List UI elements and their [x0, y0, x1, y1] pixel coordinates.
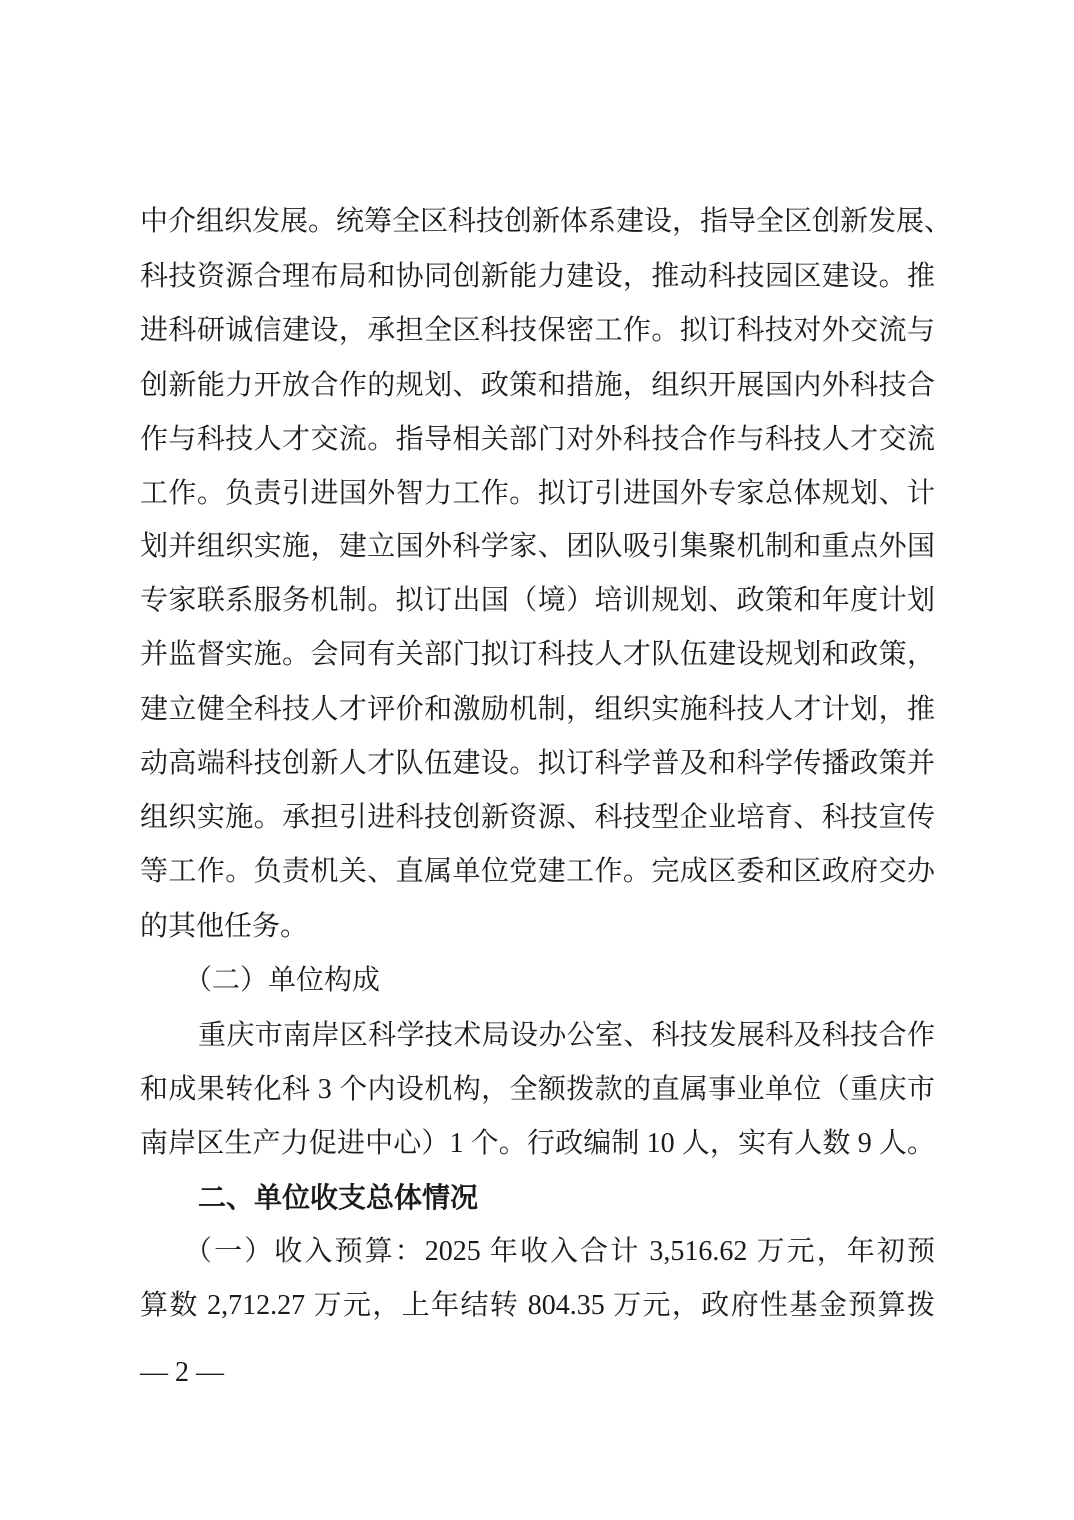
subheading-unit-composition: （二）单位构成 — [184, 965, 381, 996]
body-line: 创新能力开放合作的规划、政策和措施，组织开展国内外科技合 — [140, 370, 935, 401]
body-line: 科技资源合理布局和协同创新能力建设，推动科技园区建设。推 — [140, 261, 935, 292]
income-line: 算数 2,712.27 万元，上年结转 804.35 万元，政府性基金预算拨 — [140, 1290, 935, 1321]
body-line: 建立健全科技人才评价和激励机制，组织实施科技人才计划，推 — [140, 694, 935, 725]
body-line: 动高端科技创新人才队伍建设。拟订科学普及和科学传播政策并 — [140, 748, 935, 779]
body-line: 工作。负责引进国外智力工作。拟订引进国外专家总体规划、计 — [140, 478, 935, 509]
body-line: 的其他任务。 — [140, 911, 309, 942]
body-line: 作与科技人才交流。指导相关部门对外科技合作与科技人才交流 — [140, 424, 935, 455]
body-line: 等工作。负责机关、直属单位党建工作。完成区委和区政府交办 — [140, 856, 935, 887]
body-line: 划并组织实施，建立国外科学家、团队吸引集聚机制和重点外国 — [140, 531, 935, 562]
unit-line: 重庆市南岸区科学技术局设办公室、科技发展科及科技合作 — [198, 1020, 935, 1051]
body-line: 中介组织发展。统筹全区科技创新体系建设，指导全区创新发展、 — [140, 206, 953, 237]
body-line: 进科研诚信建设，承担全区科技保密工作。拟订科技对外交流与 — [140, 315, 935, 346]
body-line: 并监督实施。会同有关部门拟订科技人才队伍建设规划和政策， — [140, 639, 935, 670]
unit-line: 和成果转化科 3 个内设机构，全额拨款的直属事业单位（重庆市 — [140, 1074, 935, 1105]
unit-line: 南岸区生产力促进中心）1 个。行政编制 10 人，实有人数 9 人。 — [140, 1128, 935, 1159]
body-line: 组织实施。承担引进科技创新资源、科技型企业培育、科技宣传 — [140, 802, 935, 833]
page-number: — 2 — — [140, 1357, 224, 1388]
income-line: （一）收入预算：2025 年收入合计 3,516.62 万元，年初预 — [184, 1236, 935, 1267]
section-heading: 二、单位收支总体情况 — [198, 1181, 479, 1214]
body-line: 专家联系服务机制。拟订出国（境）培训规划、政策和年度计划 — [140, 585, 935, 616]
